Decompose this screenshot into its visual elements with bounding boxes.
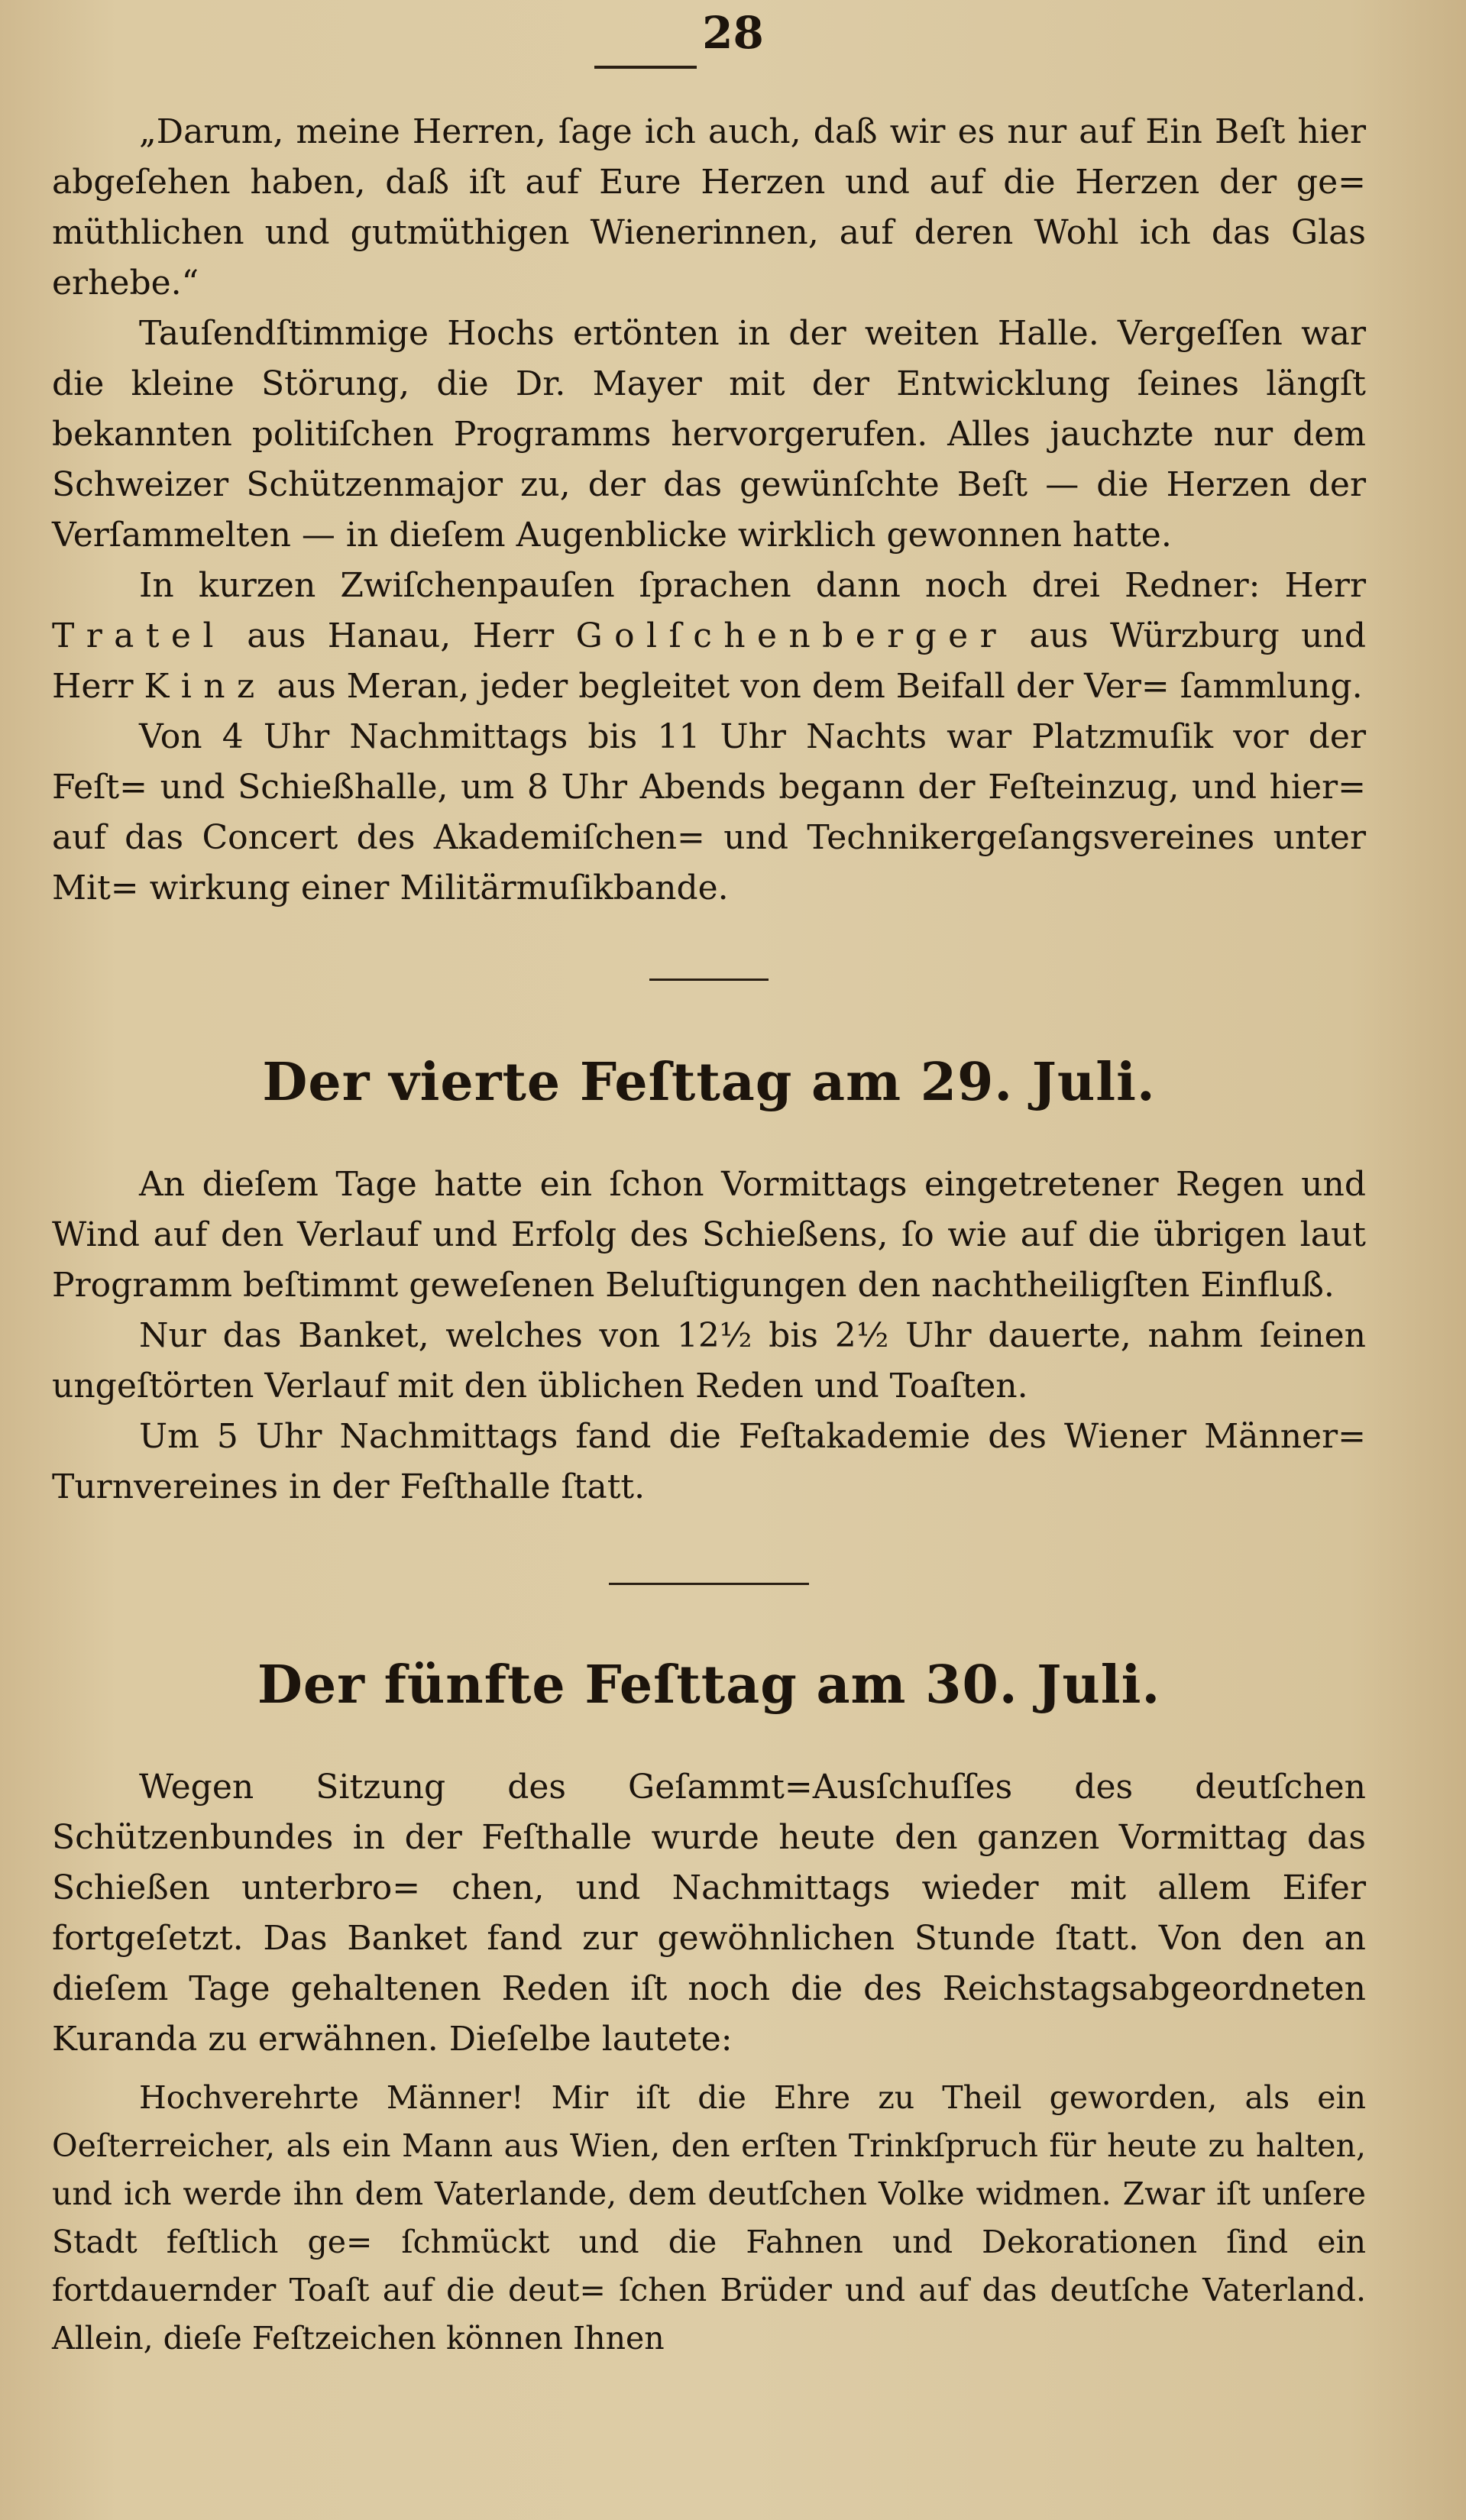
paragraph-fourth-day-weather: An dieſem Tage hatte ein ſchon Vormittags eingetretener Regen und Wind auf den Verlauf und Erfolg des Schießens, ſo wie auf die übrigen laut Programm beſtimmt geweſenen Beluſtigungen den nachtheiligſten Einfluß. — [52, 1165, 1366, 1305]
paragraph-fourth-day-banquet: Nur das Banket, welches von 12½ bis 2½ Uhr dauerte, nahm ſeinen ungeſtörten Verlauf mit den üblichen Reden und Toaſten. — [52, 1316, 1366, 1406]
speakers-text-4: aus Meran, jeder begleitet von dem Beifall der Ver= ſammlung. — [266, 667, 1363, 706]
page-body — [52, 107, 1366, 2363]
paragraph-fourth-day-academy: Um 5 Uhr Nachmittags fand die Feſtakademie des Wiener Männer= Turnvereines in der Feſthalle ſtatt. — [52, 1417, 1366, 1506]
section-heading-fifth-day: Der fünfte Feſttag am 30. Juli. — [257, 1655, 1161, 1716]
speaker-name-golschenberger: Golſchenberger — [575, 616, 1008, 655]
section-heading-fourth-day: Der vierte Feſttag am 29. Juli. — [262, 1052, 1156, 1113]
speakers-text-1: In kurzen Zwiſchenpauſen ſprachen dann noch drei Redner: Herr — [139, 566, 1366, 605]
speakers-text-3: aus Würzburg und Herr — [52, 616, 1366, 706]
page-number: 28 — [702, 7, 764, 59]
speaker-name-tratel: Tratel — [52, 616, 225, 655]
paragraph-cheers: Tauſendſtimmige Hochs ertönten in der weiten Halle. Vergeſſen war die kleine Störung, die Dr. Mayer mit der Entwicklung ſeines längſt bekannten politiſchen Programms hervorgerufen. Alles jauchzte nur dem Schweizer Schützenmajor zu, der das gewünſchte Beſt — die Herzen der Verſammelten — in dieſem Augenblicke wirklich gewonnen hatte. — [52, 314, 1366, 555]
section-divider — [609, 1583, 809, 1585]
speaker-name-kinz: Kinz — [144, 667, 267, 706]
page-number-rule — [594, 66, 697, 69]
paragraph-speakers — [52, 561, 1366, 712]
paragraph-speech-ending: „Darum, meine Herren, ſage ich auch, daß wir es nur auf Ein Beſt hier abgeſehen haben, daß iſt auf Eure Herzen und auf die Herzen der ge= müthlichen und gutmüthigen Wienerinnen, auf deren Wohl ich das Glas erhebe.“ — [52, 112, 1366, 302]
speakers-text-2: aus Hanau, Herr — [225, 616, 576, 655]
paragraph-kuranda-speech: Hochverehrte Männer! Mir iſt die Ehre zu Theil geworden, als ein Oeſterreicher, als ein Mann aus Wien, den erſten Trinkſpruch für heute zu halten, und ich werde ihn dem Vaterlande, dem deutſchen Volke widmen. Zwar iſt unſere Stadt feſtlich ge= ſchmückt und die Fahnen und Dekorationen ſind ein fortdauernder Toaſt auf die deut= ſchen Brüder und auf das deutſche Vaterland. Allein, dieſe Feſtzeichen können Ihnen — [52, 2079, 1366, 2357]
section-divider — [649, 979, 769, 981]
paragraph-fifth-day-meeting: Wegen Sitzung des Geſammt=Ausſchuſſes des deutſchen Schützenbundes in der Feſthalle wurde heute den ganzen Vormittag das Schießen unterbro= chen, und Nachmittags wieder mit allem Eifer fortgeſetzt. Das Banket fand zur gewöhnlichen Stunde ſtatt. Von den an dieſem Tage gehaltenen Reden iſt noch die des Reichstagsabgeordneten Kuranda zu erwähnen. Dieſelbe lautete: — [52, 1768, 1366, 2059]
paragraph-evening-program: Von 4 Uhr Nachmittags bis 11 Uhr Nachts war Platzmuſik vor der Feſt= und Schießhalle, um 8 Uhr Abends begann der Feſteinzug, und hier= auf das Concert des Akademiſchen= und Technikergeſangsvereines unter Mit= wirkung einer Militärmuſikbande. — [52, 717, 1366, 907]
